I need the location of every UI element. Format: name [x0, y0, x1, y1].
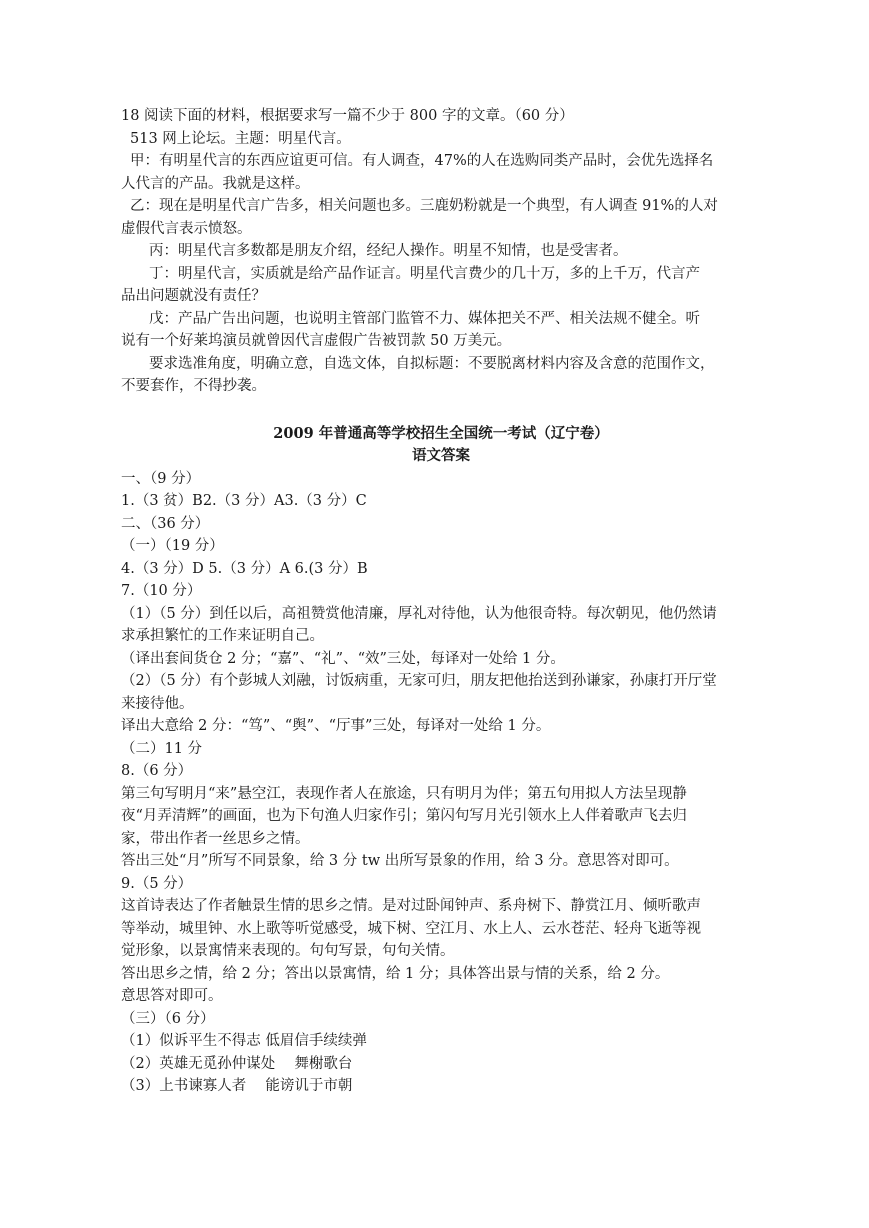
subsection-two-heading: （二）11 分: [121, 740, 203, 757]
q9-scoring-note: 意思答对即可。: [121, 988, 223, 1004]
opinion-bing: 丙：明星代言多数都是朋友介绍，经纪人操作。明星不知情，也是受害者。: [149, 243, 628, 259]
q9-answer-line2: 等举动，城里钟、水上歌等听觉感受，城下树、空江月、水上人、云水苍茫、轻舟飞逝等视: [121, 920, 701, 937]
q7-1-line1: （1）（5 分）到任以后，高祖赞赏他清廉，厚礼对待他，认为他很奇特。每次朝见，他仍然请: [121, 605, 717, 622]
q8-scoring: 答出三处“月”所写不同景象，给 3 分 tw 出所写景象的作用，给 3 分。意思答对即可。: [121, 853, 679, 869]
q10-answer-3: （3）上书谏寡人者 能谤讥于市朝: [121, 1078, 353, 1094]
q9-answer-line3: 觉形象，以景寓情来表现的。句句写景，句句关情。: [121, 943, 455, 959]
q8-answer-line1: 第三句写明月“来”悬空江，表现作者人在旅途，只有明月为伴；第五句用拟人方法呈现静: [121, 785, 687, 802]
subsection-three-heading: （三）（6 分）: [121, 1010, 215, 1027]
answer-title: 2009 年普通高等学校招生全国统一考试（辽宁卷）: [273, 424, 609, 442]
essay-question: [121, 105, 761, 398]
subsection-one-heading: （一）（19 分）: [121, 538, 224, 554]
essay-requirement-line2: 不要套作，不得抄袭。: [121, 378, 266, 394]
essay-prompt: 18 阅读下面的材料，根据要求写一篇不少于 800 字的文章。（60 分）: [121, 108, 574, 124]
answer-key: [121, 423, 761, 1098]
q8-answer-line3: 家，带出作者一丝思乡之情。: [121, 830, 310, 847]
q4-6-answers: 4.（3 分）D 5.（3 分）A 6.(3 分）B: [121, 560, 368, 577]
opinion-yi-line1: 乙：现在是明星代言广告多，相关问题也多。三鹿奶粉就是一个典型，有人调查 91%的人对: [130, 198, 718, 214]
opinion-jia-line2: 人代言的产品。我就是这样。: [121, 175, 310, 192]
q8-answer-line2: 夜“月弄清辉”的画面，也为下句渔人归家作引；第闪句写月光引领水上人伴着歌声飞去归: [121, 808, 687, 824]
q10-answer-1: （1）似诉平生不得志 低眉信手续续弹: [121, 1033, 367, 1049]
opinion-jia-line1: 甲：有明星代言的东西应谊更可信。有人调查，47%的人在选购同类产品时，会优先选择名: [130, 153, 714, 169]
q9-answer-line1: 这首诗表达了作者触景生情的思乡之情。是对过卧闻钟声、系舟树下、静赏江月、倾听歌声: [121, 898, 701, 914]
q7-1-line2: 求承担繁忙的工作来证明自己。: [121, 628, 324, 644]
q7-2-line2: 来接待他。: [121, 695, 194, 712]
opinion-wu-line1: 戊：产品广告出问题，也说明主管部门监管不力、媒体把关不严、相关法规不健全。听: [149, 310, 700, 327]
q7-2-scoring: 译出大意给 2 分：“笃”、“舆”、“厅事”三处，每译对一处给 1 分。: [121, 718, 551, 734]
forum-topic: 513 网上论坛。主题：明星代言。: [130, 130, 351, 147]
section-one-answers: 1.（3 贫）B2.（3 分）A3.（3 分）C: [121, 493, 367, 509]
q7-2-line1: （2）（5 分）有个彭城人刘融，讨饭病重，无家可归，朋友把他抬送到孙谦家，孙康打开厅堂: [121, 673, 717, 689]
essay-requirement-line1: 要求选准角度，明确立意，自选文体，自拟标题：不要脱离材料内容及含意的范围作文，: [149, 355, 715, 372]
document-body: [121, 105, 761, 1098]
opinion-wu-line2: 说有一个好莱坞演员就曾因代言虚假广告被罚款 50 万美元。: [121, 333, 512, 349]
opinion-ding-line2: 品出问题就没有责任？: [121, 288, 266, 304]
section-one-heading: 一、（9 分）: [121, 470, 201, 487]
answer-subtitle: 语文答案: [412, 447, 470, 464]
opinion-yi-line2: 虚假代言表示愤怒。: [121, 220, 252, 237]
q9-scoring: 答出思乡之情，给 2 分；答出以景寓情，给 1 分；具体答出景与情的关系，给 2 分。: [121, 965, 670, 982]
q7-heading: 7.（10 分）: [121, 583, 202, 599]
section-two-heading: 二、（36 分）: [121, 515, 210, 532]
q8-heading: 8.（6 分）: [121, 763, 193, 779]
q7-1-scoring: （译出套间货仓 2 分；“嘉”、“礼”、“效”三处，每译对一处给 1 分。: [121, 650, 565, 667]
opinion-ding-line1: 丁：明星代言，实质就是给产品作证言。明星代言费少的几十万，多的上千万，代言产: [149, 265, 700, 282]
q10-answer-2: （2）英雄无觅孙仲谋处 舞榭歌台: [121, 1055, 353, 1072]
q9-heading: 9.（5 分）: [121, 875, 193, 892]
